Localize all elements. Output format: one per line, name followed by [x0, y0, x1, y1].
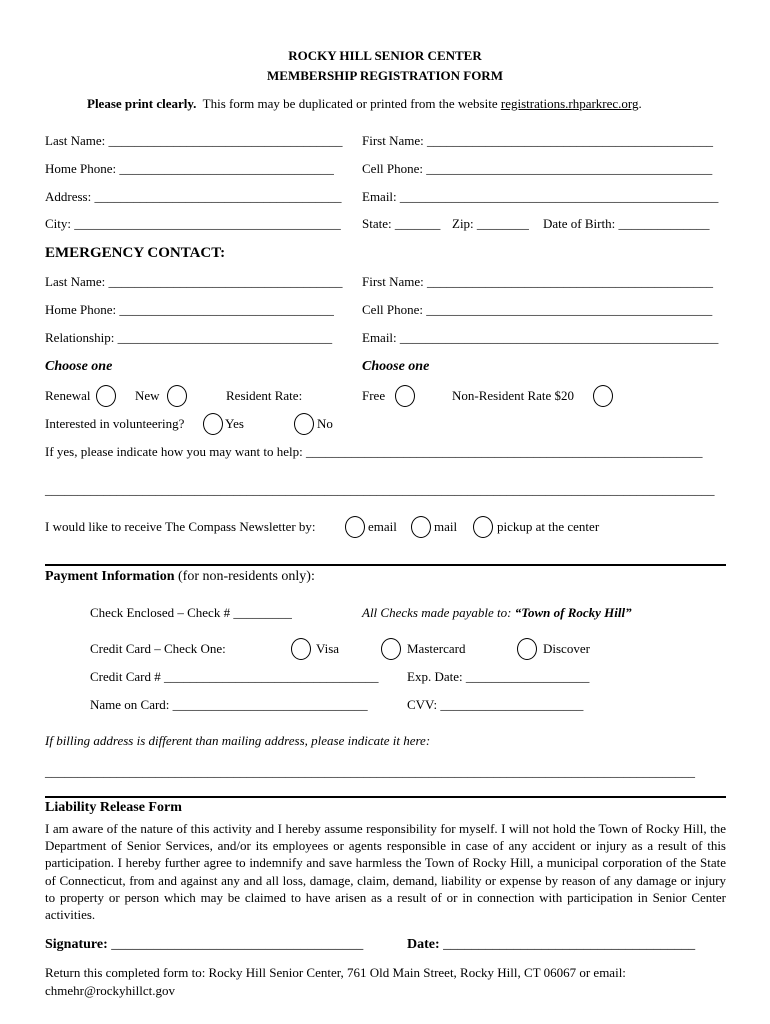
signature-date-line: ____________________________________ — [439, 937, 696, 952]
new-radio[interactable] — [167, 385, 187, 407]
choose-one-left: Choose one — [45, 359, 113, 374]
exp-date-field[interactable]: Exp. Date: ___________________ — [407, 669, 590, 684]
last-name-field[interactable]: Last Name: ____________________________________ — [45, 133, 343, 148]
emergency-cell-phone-field[interactable]: Cell Phone: ____________________________________________ — [362, 302, 713, 317]
choose-one-right: Choose one — [362, 359, 430, 374]
newsletter-mail-label: mail — [434, 519, 458, 534]
volunteer-help-field[interactable]: If yes, please indicate how you may want to help: _____________________________________________________________ — [45, 444, 703, 459]
return-instructions: Return this completed form to: Rocky Hill Senior Center, 761 Old Main Street, Rocky Hill, CT 06067 or email: — [45, 965, 626, 980]
free-radio[interactable] — [395, 385, 415, 407]
volunteer-yes-label: Yes — [225, 416, 244, 431]
signature-label: Signature: — [45, 937, 108, 952]
payment-heading — [45, 570, 315, 584]
newsletter-label: I would like to receive The Compass Newsletter by: — [45, 519, 316, 534]
volunteer-yes-radio[interactable] — [203, 413, 223, 435]
renewal-label: Renewal — [45, 388, 91, 403]
mastercard-radio[interactable] — [381, 638, 401, 660]
renewal-radio[interactable] — [96, 385, 116, 407]
payment-heading-note: (for non-residents only): — [174, 569, 315, 584]
emergency-email-field[interactable]: Email: _________________________________________________ — [362, 330, 719, 345]
date-of-birth-field[interactable]: Date of Birth: ______________ — [543, 216, 710, 231]
newsletter-email-radio[interactable] — [345, 516, 365, 538]
website-link[interactable]: registrations.rhparkrec.org — [500, 96, 639, 111]
form-title-line1: ROCKY HILL SENIOR CENTER — [288, 48, 482, 63]
signature-date-field[interactable] — [407, 938, 695, 952]
resident-rate-label: Resident Rate: — [226, 388, 303, 403]
volunteer-no-radio[interactable] — [294, 413, 314, 435]
home-phone-field[interactable]: Home Phone: _________________________________ — [45, 161, 334, 176]
signature-date-label: Date: — [407, 937, 440, 952]
cell-phone-field[interactable]: Cell Phone: ____________________________________________ — [362, 161, 713, 176]
form-title-line2: MEMBERSHIP REGISTRATION FORM — [267, 68, 503, 83]
new-label: New — [135, 388, 160, 403]
emergency-first-name-field[interactable]: First Name: ____________________________________________ — [362, 274, 713, 289]
zip-field[interactable]: Zip: ________ — [452, 216, 529, 231]
volunteer-no-label: No — [317, 416, 333, 431]
discover-label: Discover — [543, 641, 590, 656]
print-instructions-period: . — [638, 96, 642, 111]
emergency-relationship-field[interactable]: Relationship: _________________________________ — [45, 330, 333, 345]
emergency-home-phone-field[interactable]: Home Phone: _________________________________ — [45, 302, 334, 317]
newsletter-email-label: email — [368, 519, 397, 534]
payment-divider — [45, 564, 726, 566]
volunteer-help-extra-line[interactable]: _______________________________________________________________________________________________________ — [45, 482, 715, 497]
cvv-field[interactable]: CVV: ______________________ — [407, 697, 584, 712]
free-label: Free — [362, 388, 386, 403]
emergency-contact-heading: EMERGENCY CONTACT: — [45, 245, 226, 261]
newsletter-mail-radio[interactable] — [411, 516, 431, 538]
credit-card-number-field[interactable]: Credit Card # _________________________________ — [90, 669, 379, 684]
mastercard-label: Mastercard — [407, 641, 466, 656]
print-instructions — [87, 97, 642, 110]
city-field[interactable]: City: _________________________________________ — [45, 216, 341, 231]
visa-label: Visa — [316, 641, 340, 656]
newsletter-pickup-radio[interactable] — [473, 516, 493, 538]
volunteering-question: Interested in volunteering? — [45, 416, 185, 431]
print-instructions-text: This form may be duplicated or printed from the website — [196, 96, 501, 111]
emergency-last-name-field[interactable]: Last Name: ____________________________________ — [45, 274, 343, 289]
checks-payable-note — [362, 606, 632, 619]
checks-payable-label: All Checks made payable to: — [362, 605, 515, 620]
name-on-card-field[interactable]: Name on Card: ______________________________ — [90, 697, 368, 712]
checks-payable-name: “Town of Rocky Hill” — [514, 605, 632, 620]
return-email[interactable]: chmehr@rockyhillct.gov — [45, 983, 176, 998]
credit-card-check-one-label: Credit Card – Check One: — [90, 641, 226, 656]
billing-address-field[interactable]: ____________________________________________________________________________________________________ — [45, 764, 695, 779]
state-field[interactable]: State: _______ — [362, 216, 441, 231]
discover-radio[interactable] — [517, 638, 537, 660]
first-name-field[interactable]: First Name: ____________________________________________ — [362, 133, 713, 148]
visa-radio[interactable] — [291, 638, 311, 660]
billing-address-note: If billing address is different than mailing address, please indicate it here: — [45, 733, 431, 748]
signature-field[interactable] — [45, 938, 363, 952]
payment-heading-title: Payment Information — [45, 569, 175, 584]
print-clearly-label: Please print clearly. — [87, 96, 197, 111]
signature-line: ____________________________________ — [107, 937, 364, 952]
nonresident-rate-radio[interactable] — [593, 385, 613, 407]
liability-heading: Liability Release Form — [45, 800, 182, 815]
liability-divider — [45, 796, 726, 798]
newsletter-pickup-label: pickup at the center — [497, 519, 600, 534]
liability-text: I am aware of the nature of this activity and I hereby assume responsibility for myself. I will not hold the Town of Rocky Hill, the Department of Senior Services, and/or its employees or agents responsible in case of any accident or injury as a result of this participation. I hereby further agree to indemnify and save harmless the Town of Rocky Hill, a municipal corporation of the State of Connecticut, from and against any and all loss, damage, claim, demand, liability or expense by reason of any damage or injury to property or person which may be claimed to have arisen as a result of or in connection with participation in Senior Center activities. — [45, 821, 726, 923]
email-field[interactable]: Email: _________________________________________________ — [362, 189, 719, 204]
address-field[interactable]: Address: ______________________________________ — [45, 189, 342, 204]
check-number-field[interactable]: Check Enclosed – Check # _________ — [90, 605, 292, 620]
nonresident-rate-label: Non-Resident Rate $20 — [452, 388, 575, 403]
